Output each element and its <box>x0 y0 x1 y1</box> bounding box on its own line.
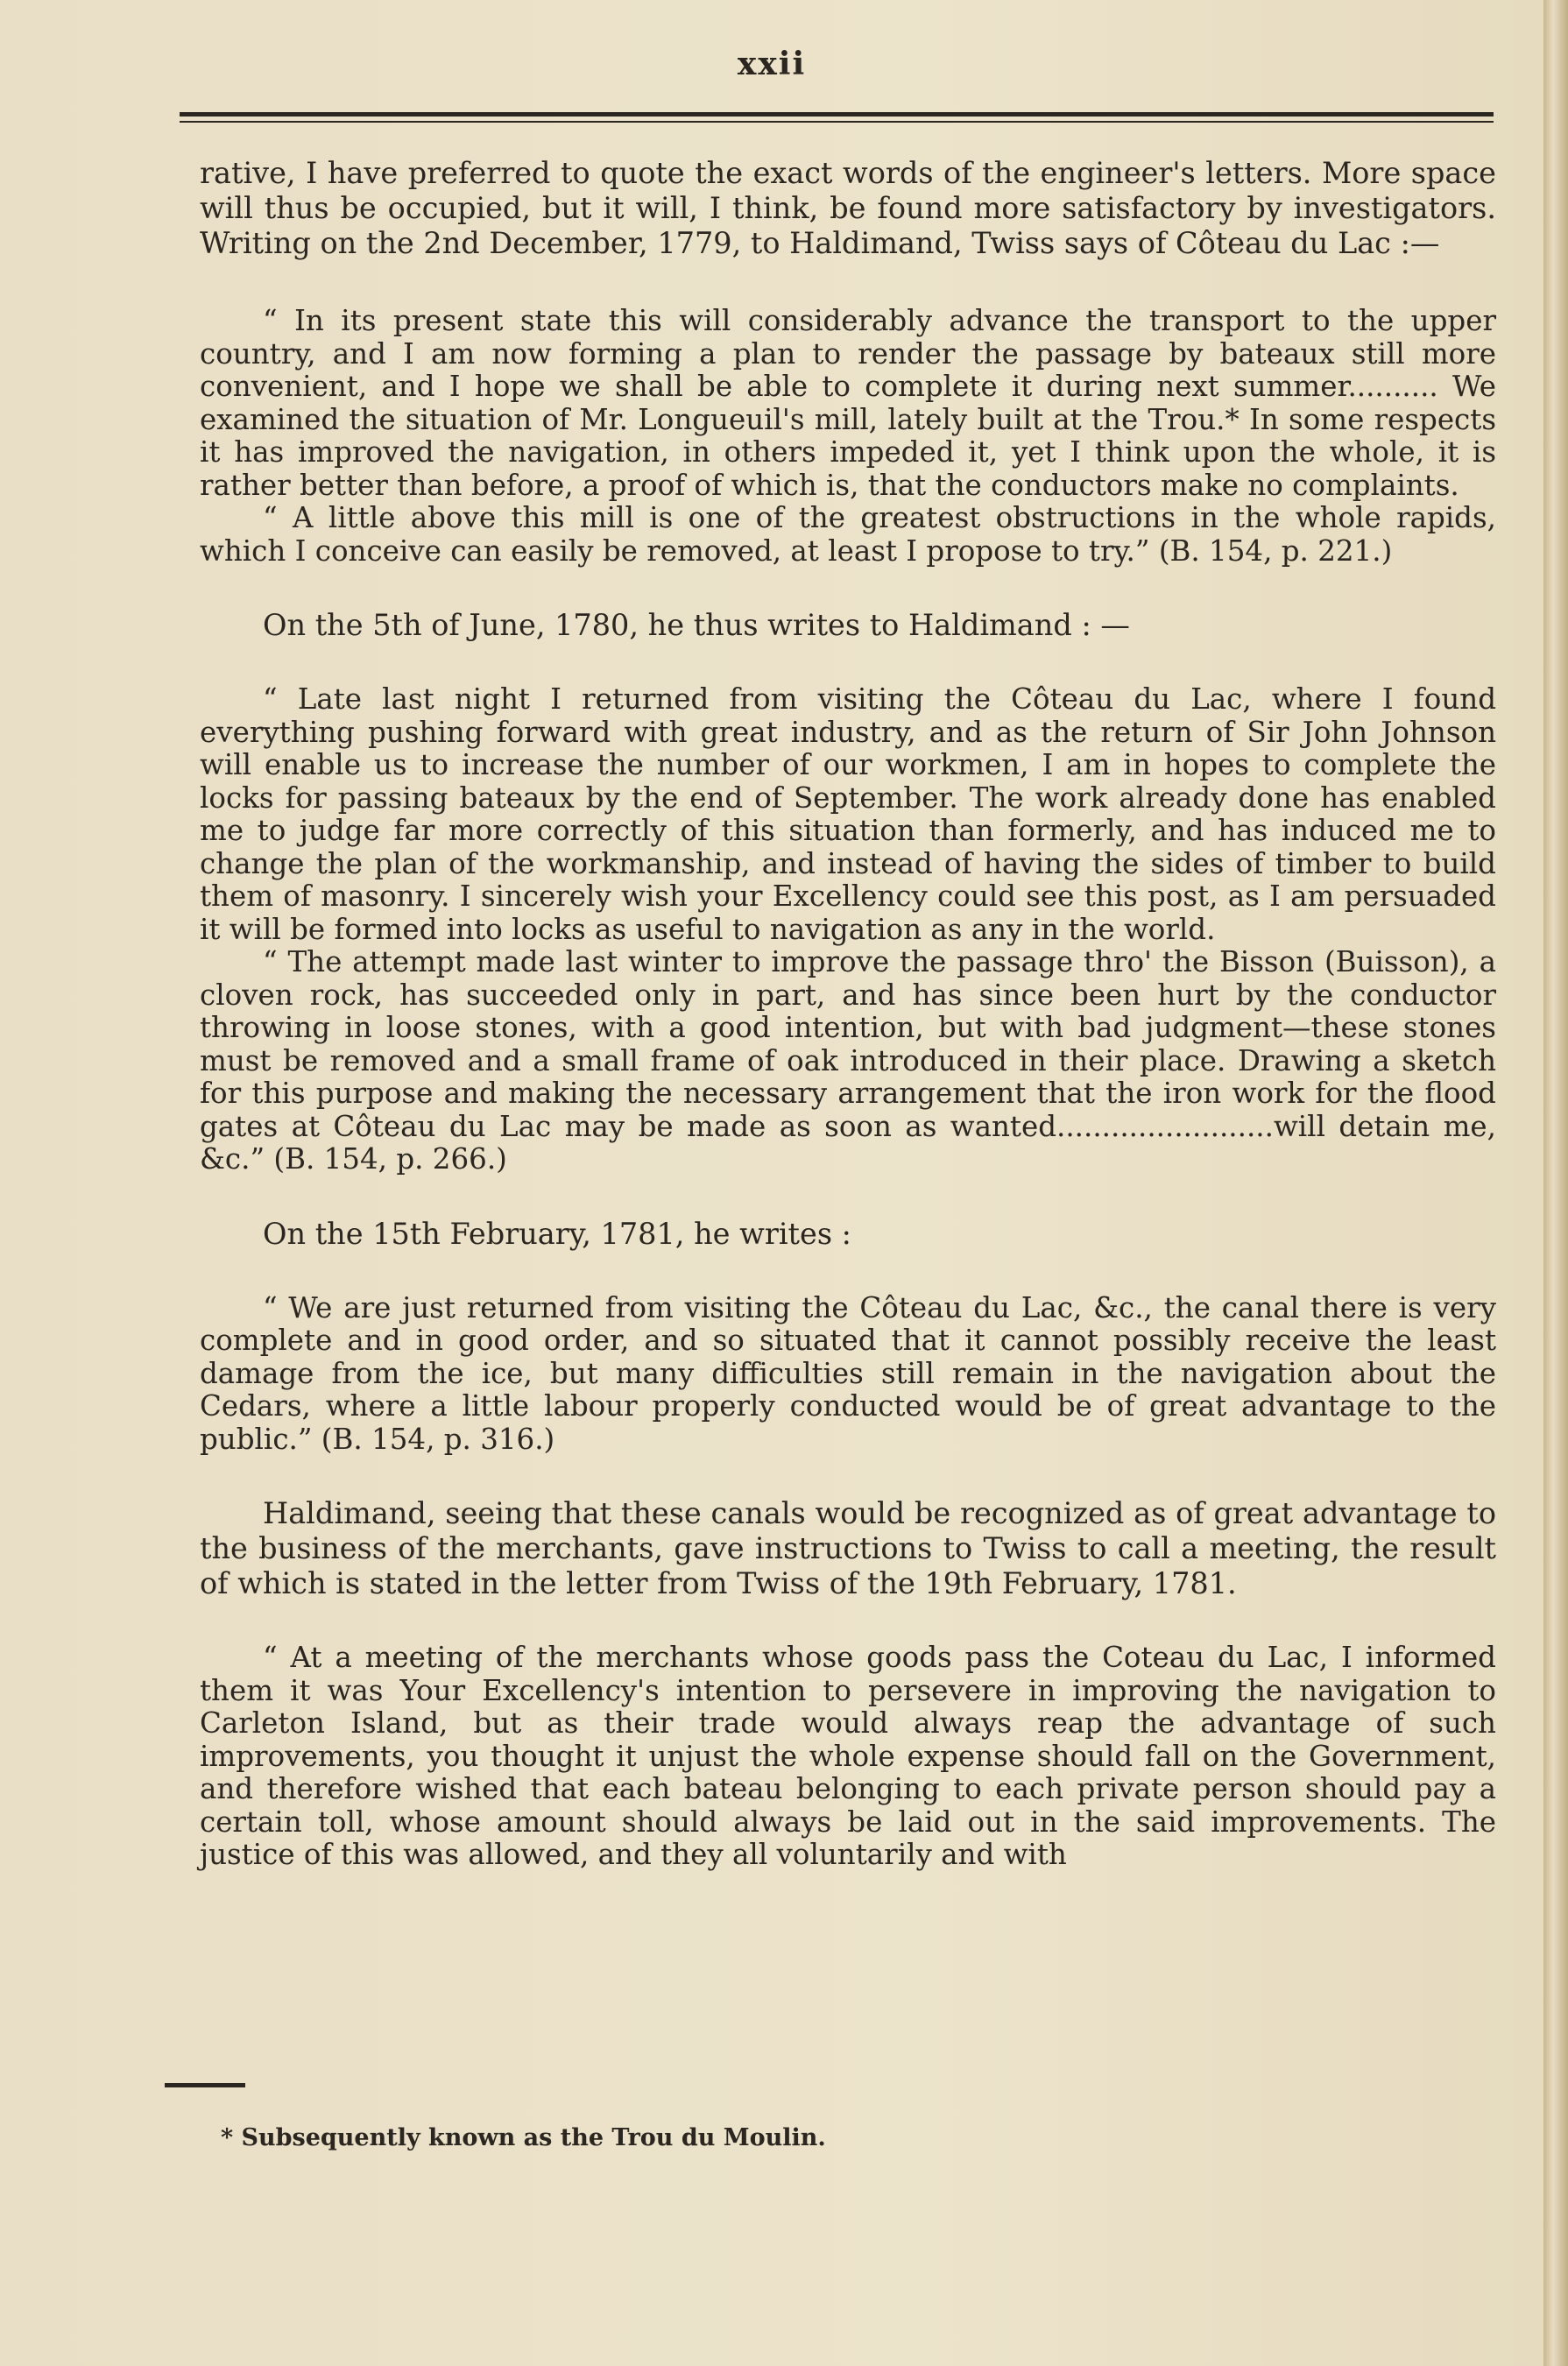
footnote: * Subsequently known as the Trou du Moulin. <box>221 2124 826 2151</box>
paragraph-june-1780: On the 5th of June, 1780, he thus writes to Haldimand : — <box>263 608 1130 642</box>
header-rule-thick <box>180 112 1494 117</box>
quote-5: “ We are just returned from visiting the Côteau du Lac, &c., the canal there is very complete and in good order, and so situated that it cannot possibly receive the least damage from the ice, but many difficulties still remain in the navigation about the Cedars, where a little labour properly conducted would be of great advantage to the public.” (B. 154, p. 316.) <box>200 1290 1496 1456</box>
paragraph-haldimand: Haldimand, seeing that these canals would be recognized as of great advantage to the business of the merchants, gave instructions to Twiss to call a meeting, the result of which is stated in the letter from Twiss of the 19th February, 1781. <box>200 1496 1496 1600</box>
quote-4: “ The attempt made last winter to improve the passage thro' the Bisson (Buisson), a cloven rock, has succeeded only in part, and has since been hurt by the conductor throwing in loose stones, with a good intention, but with bad judgment—these stones must be removed and a small frame of oak introduced in their place. Drawing a sketch for this purpose and making the necessary arrangement that the iron work for the flood gates at Côteau du Lac may be made as soon as wanted........................will detain me, &c.” (B. 154, p. 266.) <box>200 945 1496 1176</box>
header-rule-thin <box>180 121 1494 123</box>
quote-3: “ Late last night I returned from visiting the Côteau du Lac, where I found everything pushing forward with great industry, and as the return of Sir John Johnson will enable us to increase the number of our workmen, I am in hopes to complete the locks for passing bateaux by the end of September. The work already done has enabled me to judge far more correctly of this situation than formerly, and has induced me to change the plan of the workmanship, and instead of having the sides of timber to build them of masonry. I sincerely wish your Excellency could see this post, as I am persuaded it will be formed into locks as useful to navigation as any in the world. <box>200 682 1496 946</box>
quote-6: “ At a meeting of the merchants whose goods pass the Coteau du Lac, I informed them it was Your Excellency's intention to persevere in improving the navigation to Carleton Island, but as their trade would always reap the advantage of such improvements, you thought it unjust the whole expense should fall on the Government, and therefore wished that each bateau belonging to each private person should pay a certain toll, whose amount should always be laid out in the said improvements. The justice of this was allowed, and they all voluntarily and with <box>200 1641 1496 1871</box>
footnote-rule <box>165 2083 245 2087</box>
paragraph-feb-1781: On the 15th February, 1781, he writes : <box>263 1216 851 1251</box>
page-number: xxii <box>737 46 807 82</box>
page-edge <box>1543 0 1568 2366</box>
quote-1: “ In its present state this will considerably advance the transport to the upper country, and I am now forming a plan to render the passage by bateaux still more convenient, and I hope we shall be able to complete it during next summer.......... We examined the situation of Mr. Longueuil's mill, lately built at the Trou.* In some respects it has improved the navigation, in others impeded it, yet I think upon the whole, it is rather better than before, a proof of which is, that the conductors make no complaints. <box>200 304 1496 502</box>
quote-2: “ A little above this mill is one of the greatest obstructions in the whole rapids, which I conceive can easily be removed, at least I propose to try.” (B. 154, p. 221.) <box>200 501 1496 568</box>
body-text <box>200 156 1496 1872</box>
paragraph-intro: rative, I have preferred to quote the exact words of the engineer's letters. More space will thus be occupied, but it will, I think, be found more satisfactory by investigators. Writing on the 2nd December, 1779, to Haldimand, Twiss says of Côteau du Lac :— <box>200 156 1496 260</box>
